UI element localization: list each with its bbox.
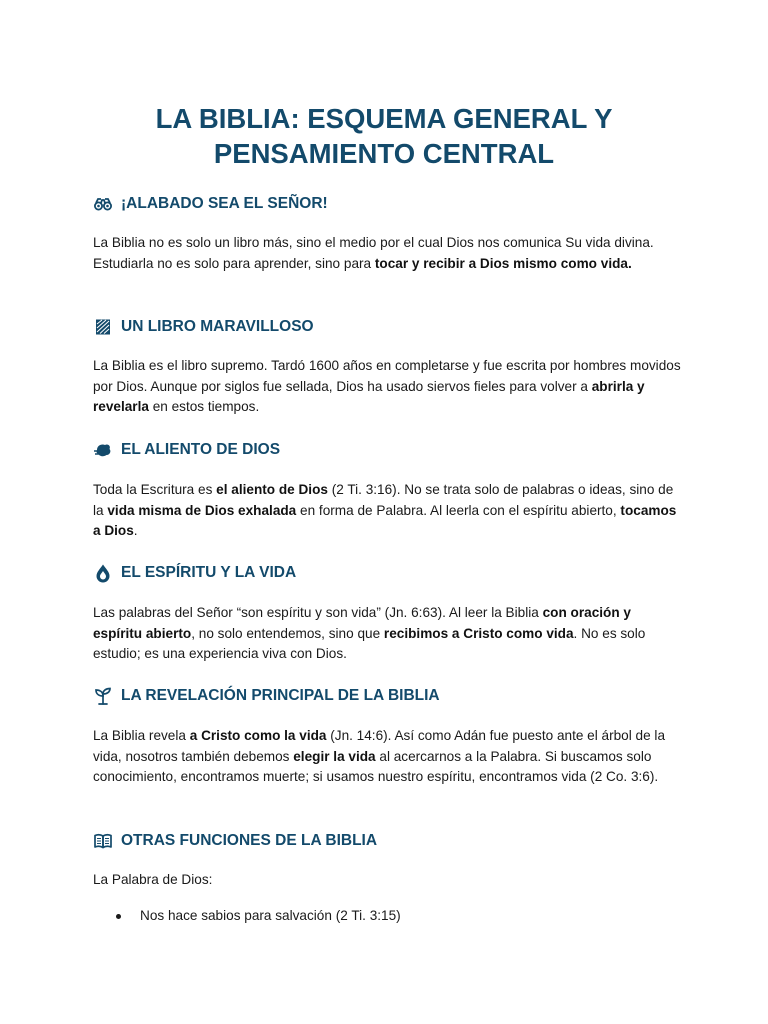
book-cover-icon: [93, 317, 113, 337]
paragraph-text: La Biblia no es solo un libro más, sino el medio por el cual Dios nos comunica Su vida divina. Estudiarla no es solo para aprender, sino para: [93, 235, 654, 271]
emphasis-text: vida misma de Dios exhalada: [107, 502, 297, 518]
title-line-1: LA BIBLIA: ESQUEMA GENERAL Y: [155, 103, 613, 134]
list-item-text: Nos hace sabios para salvación (2 Ti. 3:15): [140, 908, 401, 923]
section-heading-text: UN LIBRO MARAVILLOSO: [121, 318, 314, 335]
paragraph-text: La Biblia es el libro supremo. Tardó 1600 años en completarse y fue escrita por hombres movidos por Dios. Aunque por siglos fue sellada, Dios ha usado siervos fieles para volver a: [93, 358, 681, 394]
emphasis-text: tocar y recibir a Dios mismo como vida.: [374, 255, 632, 271]
emphasis-text: elegir la vida: [293, 748, 376, 764]
paragraph-text: (2 Ti. 3:16). No se trata solo de palabras o ideas, sino de la: [93, 482, 674, 518]
paragraph-text: .: [133, 523, 138, 539]
list-item: [116, 906, 676, 926]
section-heading-text: OTRAS FUNCIONES DE LA BIBLIA: [121, 832, 378, 849]
section-paragraph: [93, 233, 683, 274]
section-paragraph: [93, 603, 683, 665]
paragraph-text: La Palabra de Dios:: [93, 872, 213, 887]
section-heading-funciones: [93, 830, 377, 852]
section-paragraph: [93, 870, 683, 891]
flame-drop-icon: [93, 563, 113, 583]
sprout-icon: [93, 686, 113, 706]
section-heading-aliento: [93, 439, 280, 461]
paragraph-text: (Jn. 14:6). Así como Adán fue puesto ante el árbol de la vida, nosotros también debemos: [93, 728, 666, 764]
paragraph-text: , no solo entendemos, sino que: [191, 625, 384, 641]
section-paragraph: [93, 480, 683, 542]
paragraph-text: al acercarnos a la Palabra. Si buscamos solo conocimiento, encontramos muerte; si usamos nuestro espíritu, encontramos vida (2 Co. 3:6).: [93, 748, 659, 785]
binoculars-icon: [93, 194, 113, 214]
section-paragraph: [93, 356, 683, 418]
section-heading-alabado: [93, 193, 328, 215]
paragraph-text: Toda la Escritura es: [93, 482, 217, 497]
section-heading-text: EL ESPÍRITU Y LA VIDA: [121, 564, 297, 581]
paragraph-text: en forma de Palabra. Al leerla con el espíritu abierto,: [296, 502, 621, 518]
bullet-dot: [116, 914, 121, 919]
section-heading-revelacion: [93, 685, 440, 707]
section-heading-text: ¡ALABADO SEA EL SEÑOR!: [121, 195, 328, 212]
emphasis-text: tocamos a Dios: [93, 502, 677, 539]
section-heading-libro: [93, 316, 314, 338]
open-book-icon: [93, 831, 113, 851]
section-paragraph: [93, 726, 683, 788]
paragraph-text: Las palabras del Señor “son espíritu y son vida” (Jn. 6:63). Al leer la Biblia: [93, 605, 543, 620]
section-heading-espiritu: [93, 562, 296, 584]
wind-breath-icon: [93, 440, 113, 460]
section-heading-text: EL ALIENTO DE DIOS: [121, 441, 281, 458]
title-line-2: PENSAMIENTO CENTRAL: [213, 138, 555, 169]
paragraph-text: en estos tiempos.: [148, 399, 260, 415]
paragraph-text: La Biblia revela: [93, 728, 190, 743]
emphasis-text: a Cristo como la vida: [189, 728, 327, 743]
section-heading-text: LA REVELACIÓN PRINCIPAL DE LA BIBLIA: [121, 687, 440, 704]
emphasis-text: con oración y espíritu abierto: [93, 605, 631, 641]
paragraph-text: . No es solo estudio; es una experiencia viva con Dios.: [93, 625, 646, 662]
page-title: [0, 101, 768, 171]
emphasis-text: recibimos a Cristo como vida: [383, 625, 574, 641]
emphasis-text: abrirla y revelarla: [93, 378, 645, 415]
emphasis-text: el aliento de Dios: [216, 482, 328, 497]
